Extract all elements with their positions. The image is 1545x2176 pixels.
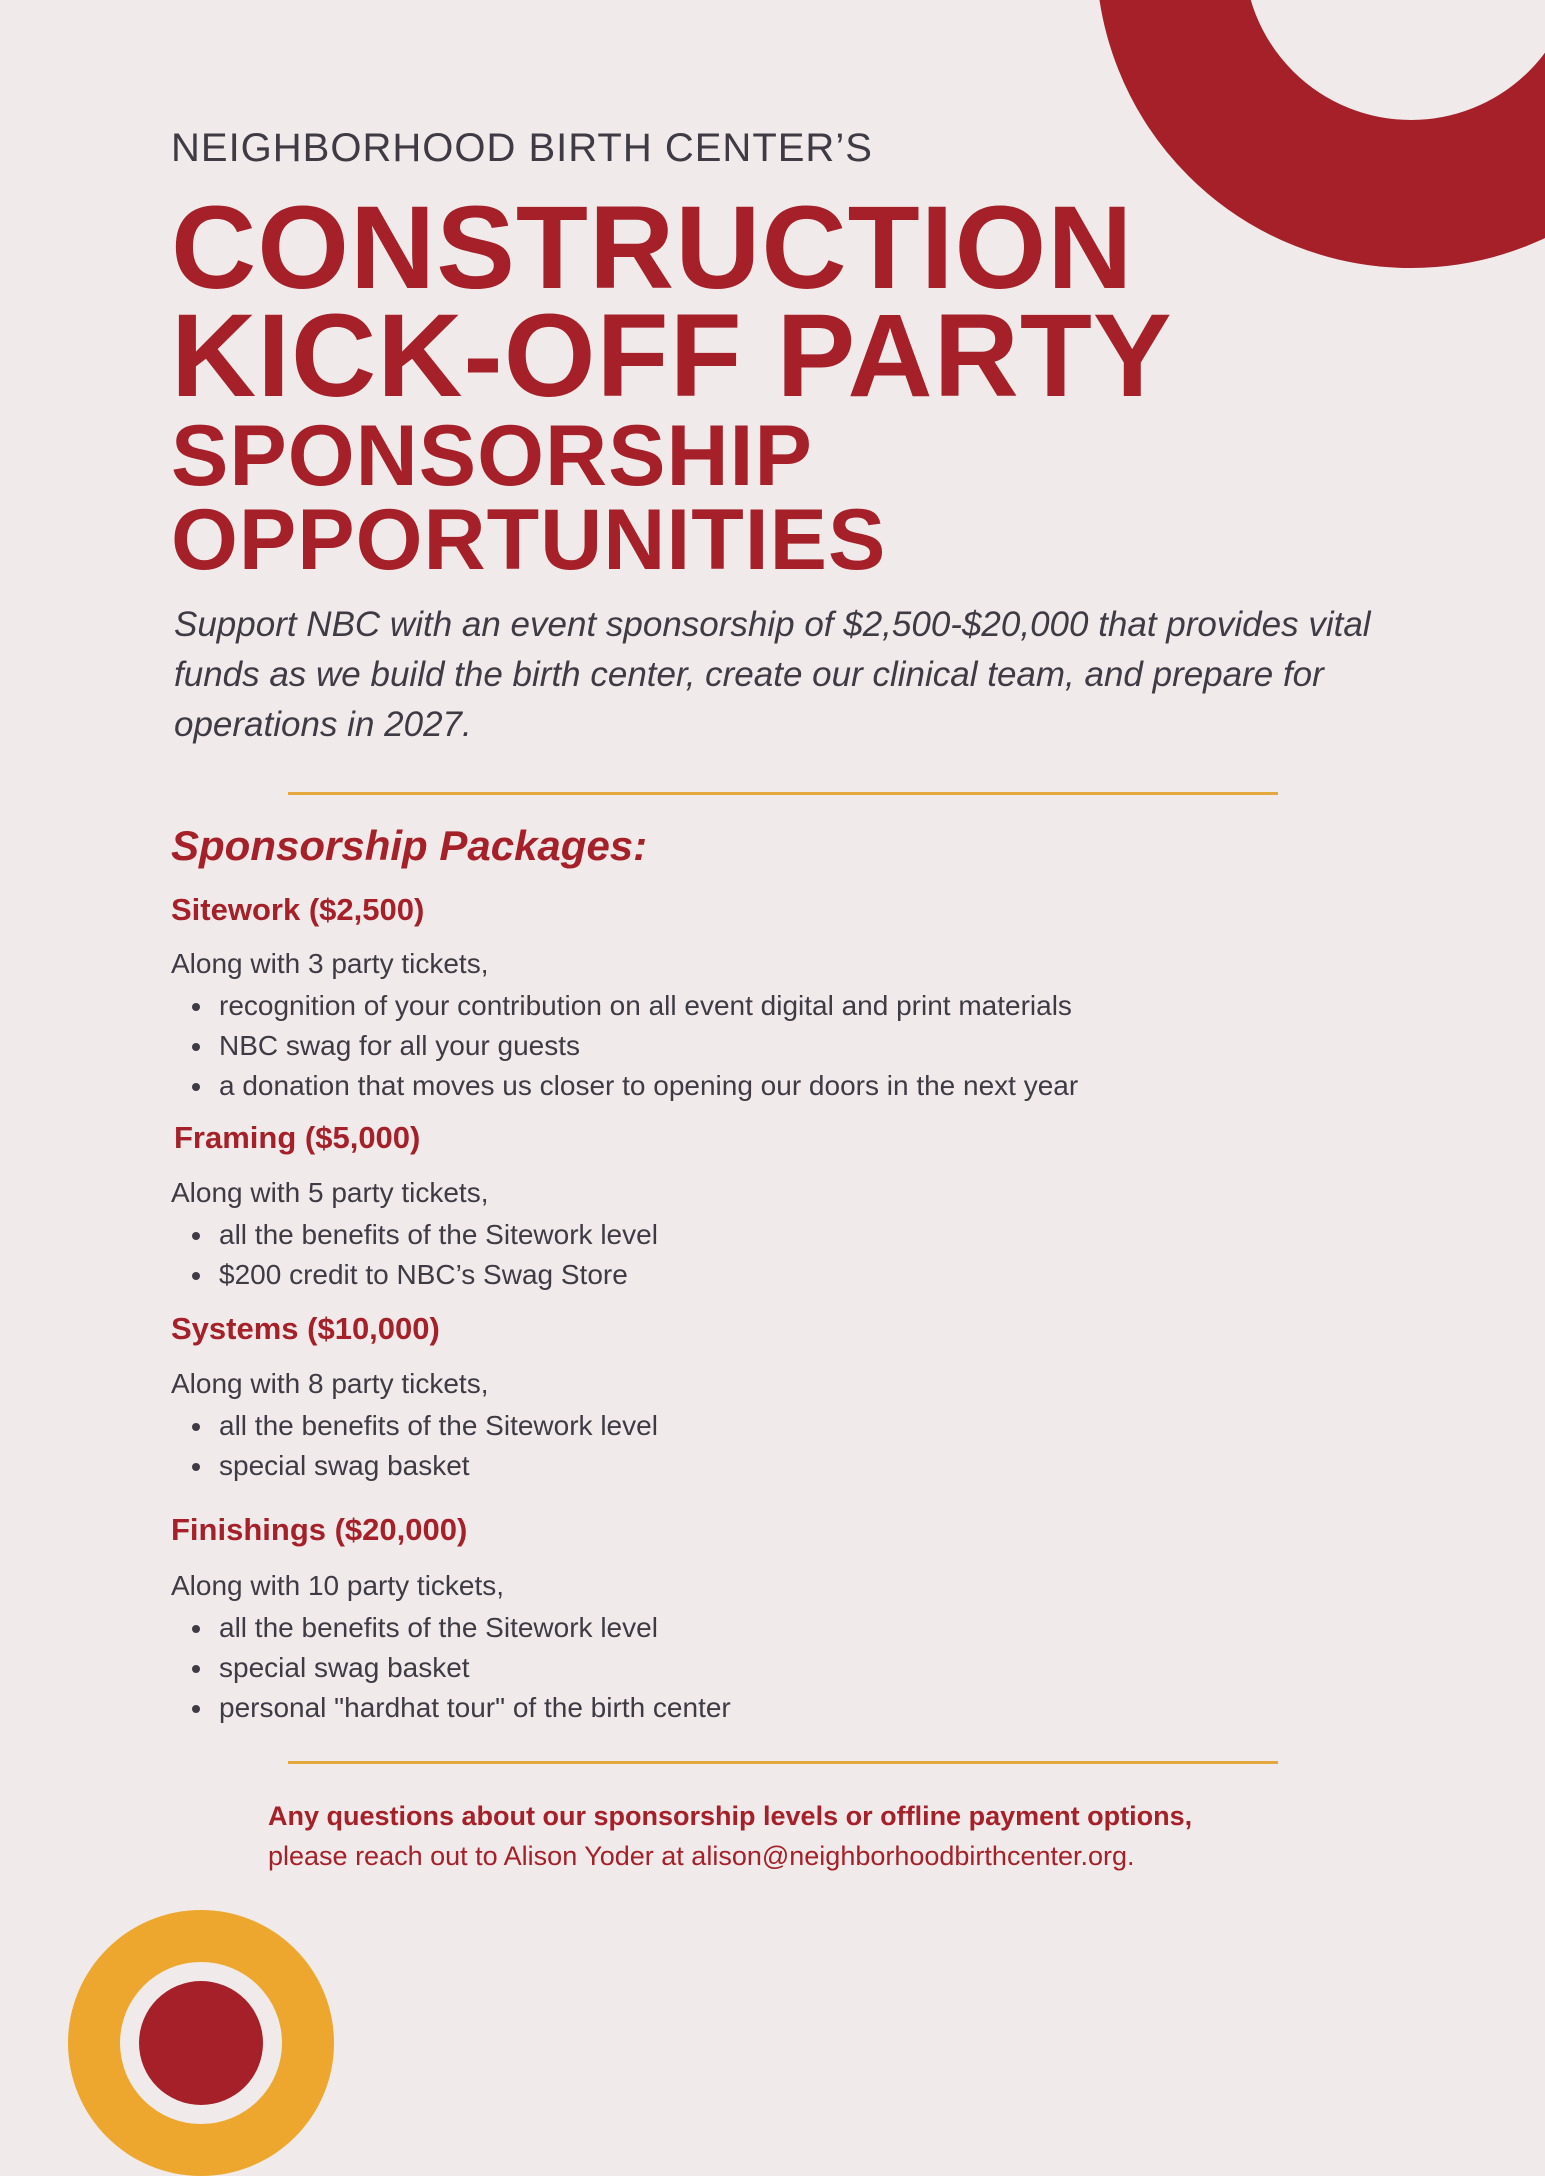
package-lead-framing: Along with 5 party tickets, [171, 1177, 489, 1208]
benefit-item: $200 credit to NBC’s Swag Store [219, 1255, 658, 1295]
intro-paragraph: Support NBC with an event sponsorship of $2,500-$20,000 that provides vital funds as we build the birth center, create our clinical team, and prepare for operations in 2027. [174, 605, 1371, 744]
package-lead-sitework: Along with 3 party tickets, [171, 948, 489, 979]
package-benefits-finishings [171, 1608, 731, 1728]
event-title [171, 182, 1431, 422]
benefit-item: recognition of your contribution on all event digital and print materials [219, 986, 1078, 1026]
package-name-sitework: Sitework ($2,500) [171, 892, 425, 927]
package-lead-systems: Along with 8 party tickets, [171, 1368, 489, 1399]
divider-top [288, 792, 1278, 795]
benefit-item: all the benefits of the Sitework level [219, 1608, 731, 1648]
benefit-item: special swag basket [219, 1648, 731, 1688]
package-benefits-systems [171, 1406, 658, 1486]
event-title-line-1: CONSTRUCTION [171, 182, 1134, 314]
benefit-item: all the benefits of the Sitework level [219, 1406, 658, 1446]
benefit-item: NBC swag for all your guests [219, 1026, 1078, 1066]
contact-question-line: Any questions about our sponsorship levels or offline payment options, [268, 1801, 1193, 1831]
event-title-line-2: KICK-OFF PARTY [171, 290, 1173, 422]
contact-email-line: please reach out to Alison Yoder at alison@neighborhoodbirthcenter.org. [268, 1841, 1135, 1871]
benefit-item: a donation that moves us closer to opening our doors in the next year [219, 1066, 1078, 1106]
benefit-item: special swag basket [219, 1446, 658, 1486]
package-benefits-sitework [171, 986, 1078, 1106]
package-name-framing: Framing ($5,000) [174, 1120, 421, 1155]
header-block [171, 124, 1431, 750]
package-benefits-framing [171, 1215, 658, 1295]
packages-heading: Sponsorship Packages: [171, 822, 648, 869]
benefit-item: personal "hardhat tour" of the birth center [219, 1688, 731, 1728]
organization-name: NEIGHBORHOOD BIRTH CENTER’S [171, 126, 873, 170]
event-subtitle-line-1: SPONSORSHIP [171, 408, 813, 504]
benefit-item: all the benefits of the Sitework level [219, 1215, 658, 1255]
package-name-finishings: Finishings ($20,000) [171, 1512, 468, 1547]
contact-footer [268, 1796, 1388, 1876]
event-subtitle-line-2: OPPORTUNITIES [171, 492, 887, 588]
package-name-systems: Systems ($10,000) [171, 1311, 440, 1346]
event-subtitle [171, 408, 1431, 588]
divider-bottom [288, 1761, 1278, 1764]
package-lead-finishings: Along with 10 party tickets, [171, 1570, 505, 1601]
